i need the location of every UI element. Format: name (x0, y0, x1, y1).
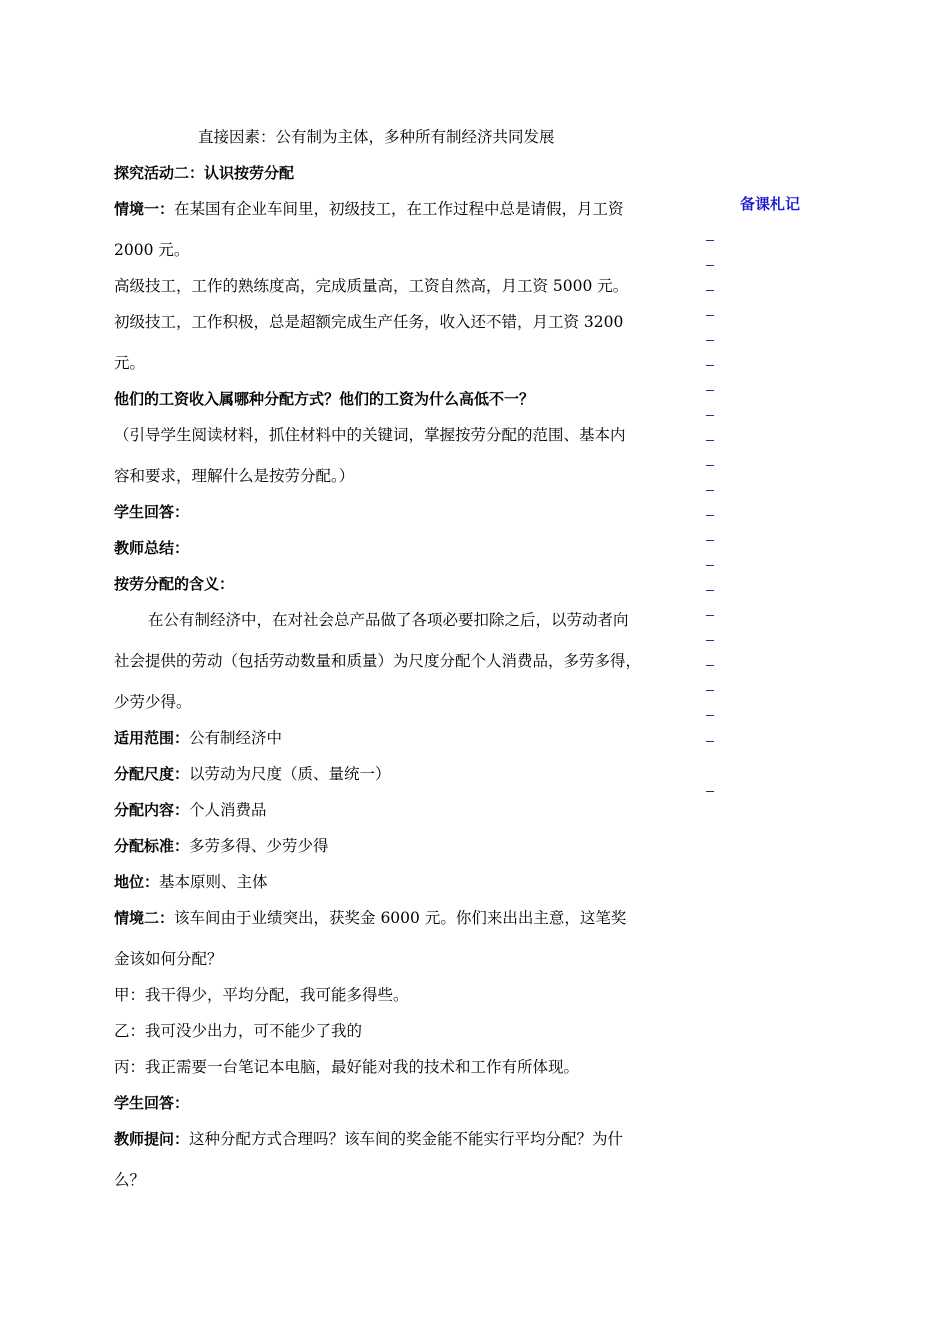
note-line (706, 640, 714, 641)
status-row (114, 872, 268, 892)
scenario-two-continued: 金该如何分配？ (114, 950, 223, 968)
note-line (706, 290, 714, 291)
note-line (706, 465, 714, 466)
note-line (706, 490, 714, 491)
student-answer-label: 学生回答： (114, 503, 190, 521)
note-line (706, 415, 714, 416)
note-line (706, 665, 714, 666)
lesson-notes-title: 备课札记 (740, 195, 801, 213)
meaning-heading: 按劳分配的含义： (114, 575, 235, 593)
content-label: 分配内容： (114, 801, 190, 819)
question-one: 他们的工资收入属哪种分配方式？他们的工资为什么高低不一？ (114, 390, 535, 408)
note-line (706, 365, 714, 366)
standard-row (114, 836, 329, 856)
speaker-bing: 丙：我正需要一台笔记本电脑，最好能对我的技术和工作有所体现。 (114, 1058, 580, 1076)
scope-text: 公有制经济中 (189, 729, 283, 747)
measure-row (114, 764, 391, 784)
scenario-one-text: 在某国有企业车间里，初级技工，在工作过程中总是请假，月工资 (174, 200, 624, 218)
status-label: 地位： (114, 873, 160, 891)
note-line (706, 791, 714, 792)
note-line (706, 690, 714, 691)
scenario-two-text: 该车间由于业绩突出，获奖金 6000 元。你们来出出主意，这笔奖 (174, 909, 627, 927)
note-line (706, 340, 714, 341)
note-line (706, 540, 714, 541)
note-line (706, 440, 714, 441)
scope-label: 适用范围： (114, 729, 190, 747)
note-line (706, 741, 714, 742)
student-answer-label-2: 学生回答： (114, 1094, 190, 1112)
speaker-yi: 乙：我可没少出力，可不能少了我的 (114, 1022, 363, 1040)
content-text: 个人消费品 (189, 801, 267, 819)
note-line (706, 390, 714, 391)
note-line (706, 315, 714, 316)
guide-note-continued: 容和要求，理解什么是按劳分配。） (114, 467, 355, 485)
meaning-line-2: 社会提供的劳动（包括劳动数量和质量）为尺度分配个人消费品，多劳多得， (114, 652, 642, 670)
scenario-two-label: 情境二： (114, 909, 175, 927)
teacher-question-continued: 么？ (114, 1171, 146, 1189)
speaker-jia: 甲：我干得少，平均分配，我可能多得些。 (114, 986, 409, 1004)
scenario-one-paragraph (114, 199, 624, 219)
note-line (706, 265, 714, 266)
activity-two-heading: 探究活动二：认识按劳分配 (114, 164, 295, 182)
scope-row (114, 728, 282, 748)
scenario-two-paragraph (114, 908, 626, 928)
meaning-line-1: 在公有制经济中，在对社会总产品做了各项必要扣除之后，以劳动者向 (148, 611, 629, 629)
junior-technician-continued: 元。 (114, 354, 146, 372)
standard-text: 多劳多得、少劳少得 (189, 837, 329, 855)
scenario-one-continued: 2000 元。 (114, 241, 190, 259)
note-line (706, 615, 714, 616)
status-text: 基本原则、主体 (159, 873, 268, 891)
note-line (706, 240, 714, 241)
senior-technician-line: 高级技工，工作的熟练度高，完成质量高，工资自然高，月工资 5000 元。 (114, 277, 629, 295)
meaning-line-3: 少劳少得。 (114, 693, 192, 711)
content-row (114, 800, 267, 820)
scenario-one-label: 情境一： (114, 200, 175, 218)
note-line (706, 715, 714, 716)
junior-technician-line: 初级技工，工作积极，总是超额完成生产任务，收入还不错，月工资 3200 (114, 313, 624, 331)
measure-label: 分配尺度： (114, 765, 190, 783)
note-line (706, 590, 714, 591)
standard-label: 分配标准： (114, 837, 190, 855)
measure-text: 以劳动为尺度（质、量统一） (189, 765, 391, 783)
direct-factor-line: 直接因素：公有制为主体，多种所有制经济共同发展 (198, 128, 555, 146)
note-line (706, 515, 714, 516)
teacher-summary-label: 教师总结： (114, 539, 190, 557)
guide-note: （引导学生阅读材料，抓住材料中的关键词，掌握按劳分配的范围、基本内 (114, 426, 626, 444)
note-line (706, 565, 714, 566)
teacher-question-text: 这种分配方式合理吗？该车间的奖金能不能实行平均分配？为什 (189, 1130, 624, 1148)
teacher-question-label: 教师提问： (114, 1130, 190, 1148)
teacher-question-paragraph (114, 1129, 623, 1149)
